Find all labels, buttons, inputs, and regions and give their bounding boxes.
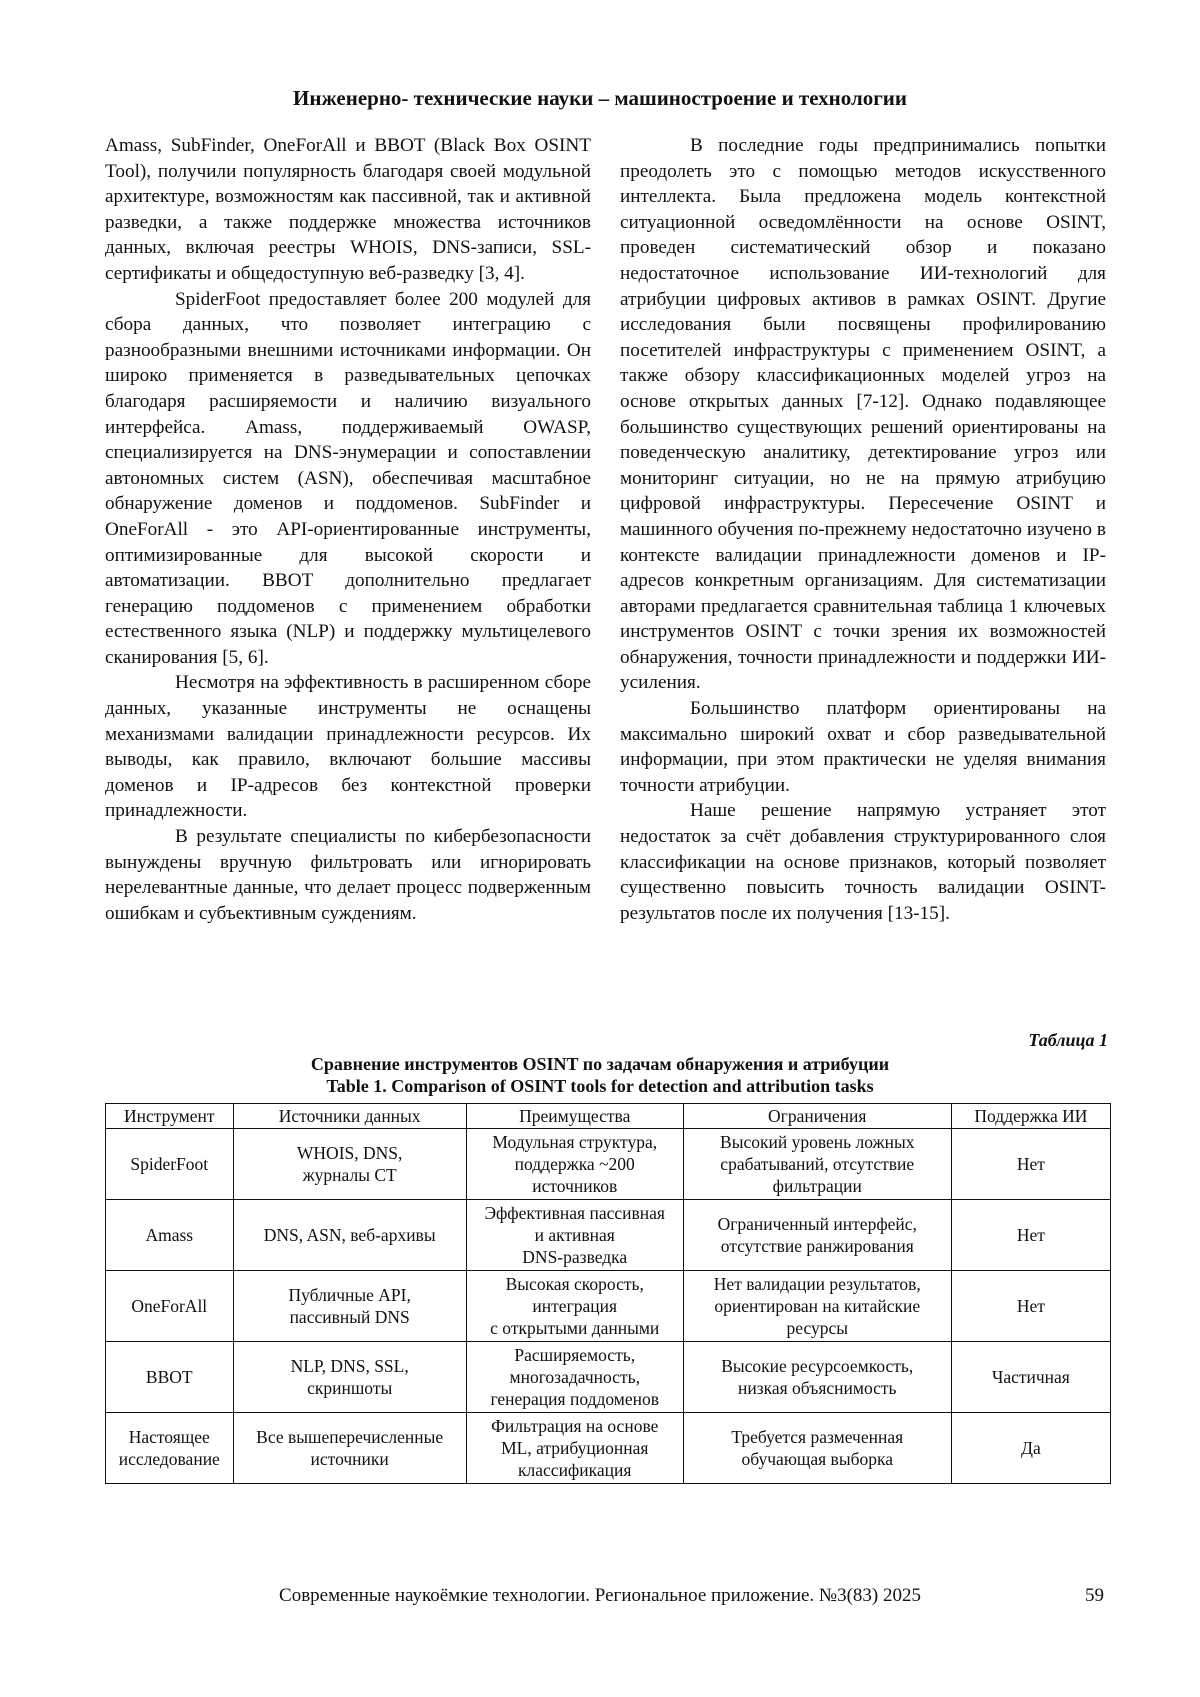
table-cell: Высокая скорость, интеграция с открытыми данными [466, 1271, 683, 1342]
table-row [106, 1129, 1111, 1200]
table-header-cell: Преимущества [466, 1104, 683, 1129]
table-cell: NLP, DNS, SSL, скриншоты [233, 1342, 466, 1413]
paragraph: Большинство платформ ориентированы на максимально широкий охват и сбор разведывательной информации, при этом практически не уделяя внимания точности атрибуции. [620, 698, 1106, 796]
running-header: Инженерно- технические науки – машиностроение и технологии [293, 86, 907, 110]
paragraph: Наше решение напрямую устраняет этот недостаток за счёт добавления структурированного слоя классификации на основе признаков, который позволяет существенно повысить точность валидации OSINT-результатов после их получения [13-15]. [620, 800, 1106, 924]
comparison-table [105, 1103, 1111, 1484]
table-cell: Нет валидации результатов, ориентирован на китайские ресурсы [683, 1271, 951, 1342]
table-cell: Эффективная пассивная и активная DNS-разведка [466, 1200, 683, 1271]
table-cell: Настоящее исследование [106, 1413, 234, 1484]
paragraph: SpiderFoot предоставляет более 200 модулей для сбора данных, что позволяет интеграцию с разнообразными внешними источниками информации. Он широко применяется в разведывательных цепочках благодаря расширяемости и наличию визуального интерфейса. Amass, поддерживаемый OWASP, специализируется на DNS-энумерации и сопоставлении автономных систем (ASN), обеспечивая масштабное обнаружение доменов и поддоменов. SubFinder и OneForAll - это API-ориентированные инструменты, оптимизированные для высокой скорости и автоматизации. BBOT дополнительно предлагает генерацию поддоменов с применением обработки естественного языка (NLP) и поддержку мультицелевого сканирования [5, 6]. [105, 288, 591, 668]
table-cell: DNS, ASN, веб-архивы [233, 1200, 466, 1271]
journal-name: Современные наукоёмкие технологии. Региональное приложение. №3(83) 2025 [279, 1585, 921, 1606]
table-row [106, 1342, 1111, 1413]
table-cell: SpiderFoot [106, 1129, 234, 1200]
table-header-cell: Ограничения [683, 1104, 951, 1129]
table-cell: Публичные API, пассивный DNS [233, 1271, 466, 1342]
table-row [106, 1200, 1111, 1271]
table-cell: Нет [951, 1271, 1110, 1342]
table-cell: Высокие ресурсоемкость, низкая объяснимость [683, 1342, 951, 1413]
table-row [106, 1271, 1111, 1342]
table-cell: WHOIS, DNS, журналы CT [233, 1129, 466, 1200]
table-row [106, 1413, 1111, 1484]
table-cell: Ограниченный интерфейс, отсутствие ранжирования [683, 1200, 951, 1271]
table-cell: Amass [106, 1200, 234, 1271]
table-cell: Фильтрация на основе ML, атрибуционная классификация [466, 1413, 683, 1484]
table-cell: Частичная [951, 1342, 1110, 1413]
paragraph: Несмотря на эффективность в расширенном сборе данных, указанные инструменты не оснащены механизмами валидации принадлежности ресурсов. Их выводы, как правило, включают большие массивы доменов и IP-адресов без контекстной проверки принадлежности. [105, 672, 591, 822]
table-cell: OneForAll [106, 1271, 234, 1342]
right-column [620, 133, 1106, 926]
table-caption-en: Table 1. Comparison of OSINT tools for detection and attribution tasks [326, 1076, 874, 1096]
table-cell: Расширяемость, многозадачность, генерация поддоменов [466, 1342, 683, 1413]
paragraph: В последние годы предпринимались попытки преодолеть это с помощью методов искусственного интеллекта. Была предложена модель контекстной ситуационной осведомлённости на основе OSINT, проведен систематический обзор и показано недостаточное использование ИИ-технологий для атрибуции цифровых активов в рамках OSINT. Другие исследования были посвящены профилированию посетителей инфраструктуры с применением OSINT, а также обзору классификационных моделей угроз на основе открытых данных [7-12]. Однако подавляющее большинство существующих решений ориентированы на поведенческую аналитику, детектирование угроз или мониторинг ситуации, но не на прямую атрибуцию цифровой инфраструктуры. Пересечение OSINT и машинного обучения по-прежнему недостаточно изучено в контексте валидации принадлежности доменов и IP-адресов конкретным организациям. Для систематизации авторами предлагается сравнительная таблица 1 ключевых инструментов OSINT с точки зрения их возможностей обнаружения, точности принадлежности и поддержки ИИ-усиления. [620, 135, 1106, 694]
table-header-cell: Поддержка ИИ [951, 1104, 1110, 1129]
table-header-cell: Инструмент [106, 1104, 234, 1129]
table-label: Таблица 1 [1028, 1030, 1108, 1050]
paragraph: В результате специалисты по кибербезопасности вынуждены вручную фильтровать или игнорировать нерелевантные данные, что делает процесс подверженным ошибкам и субъективным суждениям. [105, 826, 591, 924]
paragraph: Amass, SubFinder, OneForAll и BBOT (Black Box OSINT Tool), получили популярность благодаря своей модульной архитектуре, возможностям как пассивной, так и активной разведки, а также поддержке множества источников данных, включая реестры WHOIS, DNS-записи, SSL-сертификаты и общедоступную веб-разведку [3, 4]. [105, 135, 591, 284]
page-number: 59 [1085, 1585, 1104, 1606]
table-cell: BBOT [106, 1342, 234, 1413]
table-cell: Нет [951, 1129, 1110, 1200]
table-cell: Нет [951, 1200, 1110, 1271]
table-cell: Требуется размеченная обучающая выборка [683, 1413, 951, 1484]
left-column [105, 133, 591, 926]
table-header-cell: Источники данных [233, 1104, 466, 1129]
table-cell: Все вышеперечисленные источники [233, 1413, 466, 1484]
table-cell: Да [951, 1413, 1110, 1484]
table-cell: Высокий уровень ложных срабатываний, отсутствие фильтрации [683, 1129, 951, 1200]
table-cell: Модульная структура, поддержка ~200 источников [466, 1129, 683, 1200]
table-caption-ru: Сравнение инструментов OSINT по задачам обнаружения и атрибуции [310, 1054, 890, 1074]
table-caption [0, 1053, 1200, 1097]
